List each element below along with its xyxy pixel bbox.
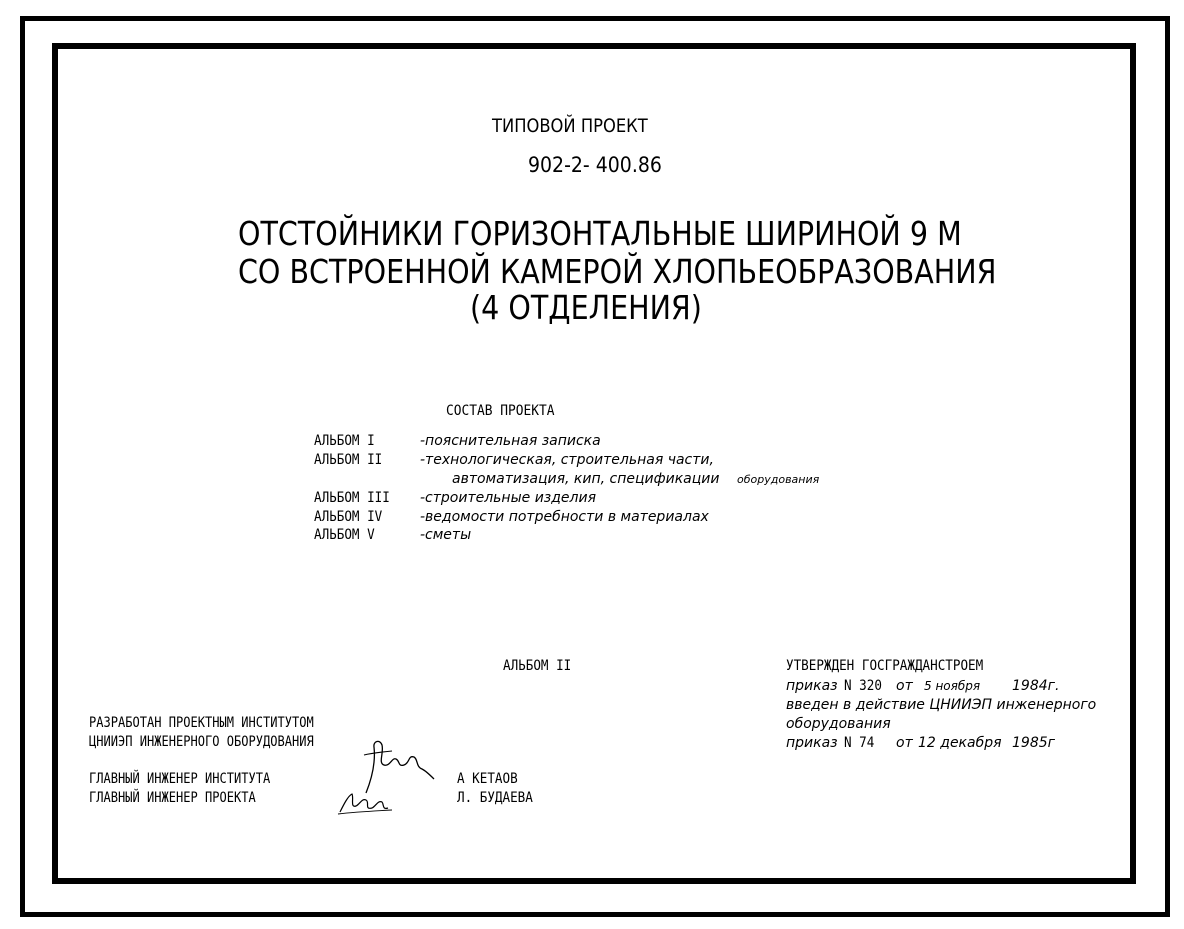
- album-2-desc-cont-2: оборудования: [737, 473, 820, 486]
- order-2-date: 12 декабря: [918, 735, 1002, 751]
- album-3-desc: -строительные изделия: [420, 490, 596, 506]
- album-4-label: АЛЬБОМ IV: [314, 509, 383, 525]
- project-type-label: ТИПОВОЙ ПРОЕКТ: [492, 115, 648, 137]
- contents-heading: СОСТАВ ПРОЕКТА: [446, 403, 555, 419]
- staff-role-2: ГЛАВНЫЙ ИНЖЕНЕР ПРОЕКТА: [89, 790, 256, 806]
- order-2-number: N 74: [844, 735, 875, 751]
- order-1-year: 1984г.: [1012, 678, 1060, 694]
- order-1-date: 5 ноября: [924, 679, 981, 693]
- title-line-3: (4 ОТДЕЛЕНИЯ): [470, 288, 702, 327]
- approval-heading: УТВЕРЖДЕН ГОСГРАЖДАНСТРОЕМ: [786, 658, 984, 674]
- album-3-label: АЛЬБОМ III: [314, 490, 390, 506]
- album-2-label: АЛЬБОМ II: [314, 452, 383, 468]
- staff-name-1: А КЕТАОВ: [457, 771, 518, 787]
- developer-line-1: РАЗРАБОТАН ПРОЕКТНЫМ ИНСТИТУТОМ: [89, 715, 314, 731]
- order-2-year: 1985г: [1012, 735, 1055, 751]
- album-1-desc: -пояснительная записка: [420, 433, 601, 449]
- album-5-label: АЛЬБОМ V: [314, 527, 375, 543]
- developer-line-2: ЦНИИЭП ИНЖЕНЕРНОГО ОБОРУДОВАНИЯ: [89, 734, 314, 750]
- approval-line-3: введен в действие ЦНИИЭП инженерного: [786, 697, 1097, 713]
- title-line-2: СО ВСТРОЕННОЙ КАМЕРОЙ ХЛОПЬЕОБРАЗОВАНИЯ: [238, 252, 997, 291]
- signature-chief-engineer-project: [336, 786, 396, 816]
- album-1-label: АЛЬБОМ I: [314, 433, 375, 449]
- staff-role-1: ГЛАВНЫЙ ИНЖЕНЕР ИНСТИТУТА: [89, 771, 271, 787]
- order-2-from: от: [896, 735, 913, 751]
- staff-name-2: Л. БУДАЕВА: [457, 790, 533, 806]
- order-2-prefix: приказ: [786, 735, 838, 751]
- order-1-number: N 320: [844, 678, 882, 694]
- project-number: 902-2- 400.86: [528, 153, 662, 177]
- album-5-desc: -сметы: [420, 527, 472, 543]
- current-album: АЛЬБОМ II: [503, 658, 572, 674]
- album-4-desc: -ведомости потребности в материалах: [420, 509, 709, 525]
- album-2-desc-cont: автоматизация, кип, спецификации: [452, 471, 720, 487]
- approval-line-4: оборудования: [786, 716, 891, 732]
- album-2-desc: -технологическая, строительная части,: [420, 452, 714, 468]
- title-line-1: ОТСТОЙНИКИ ГОРИЗОНТАЛЬНЫЕ ШИРИНОЙ 9 М: [238, 214, 962, 253]
- order-1-prefix: приказ: [786, 678, 838, 694]
- order-1-from: от: [896, 678, 913, 694]
